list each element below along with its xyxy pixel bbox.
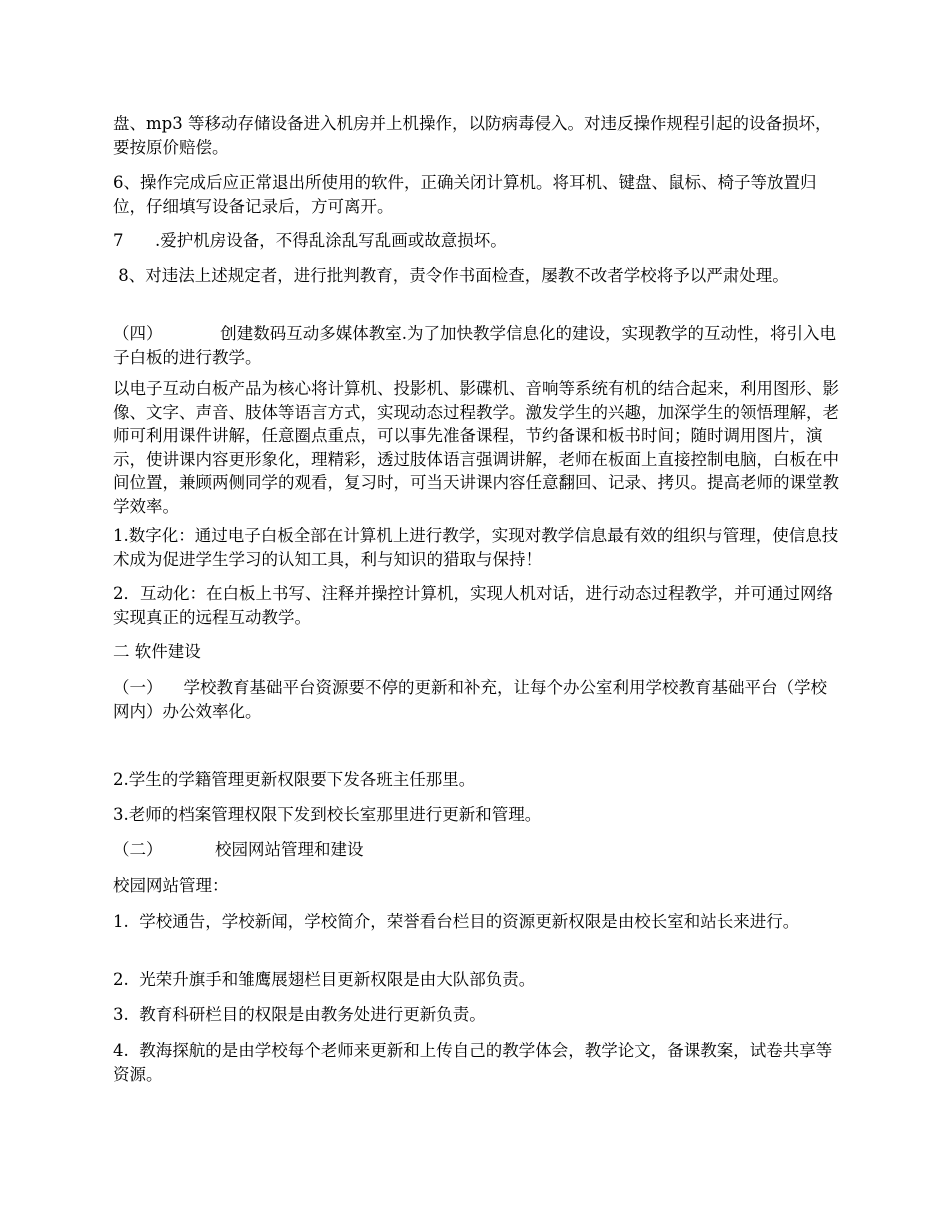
paragraph-section-2: （二） 校园网站管理和建设 bbox=[113, 840, 364, 859]
paragraph-student-records: 2.学生的学籍管理更新权限要下发各班主任那里。 bbox=[113, 770, 476, 789]
paragraph-item-6: 6、操作完成后应正常退出所使用的软件，正确关闭计算机。将耳机、键盘、鼠标、椅子等放置归位，仔细填写设备记录后，方可离开。 bbox=[113, 173, 817, 216]
paragraph-teacher-records: 3.老师的档案管理权限下发到校长室那里进行更新和管理。 bbox=[113, 805, 542, 824]
paragraph-website-management: 校园网站管理： bbox=[113, 876, 229, 895]
paragraph-section-4: （四） 创建数码互动多媒体教室.为了加快教学信息化的建设，实现教学的互动性，将引入电子白板的进行教学。 bbox=[113, 324, 836, 367]
paragraph-interactivity: 2．互动化：在白板上书写、注释并操控计算机，实现人机对话，进行动态过程教学，并可通过网络实现真正的远程互动教学。 bbox=[113, 584, 833, 627]
paragraph-device-damage: 盘、mp3 等移动存储设备进入机房并上机操作，以防病毒侵入。对违反操作规程引起的设备损坏，要按原价赔偿。 bbox=[113, 114, 832, 157]
paragraph-whiteboard-intro: 以电子互动白板产品为核心将计算机、投影机、影碟机、音响等系统有机的结合起来，利用图形、影像、文字、声音、肢体等语言方式，实现动态过程教学。激发学生的兴趣，加深学生的领悟理解，老师可利用课件讲解，任意圈点重点，可以事先准备课程，节约备课和板书时间；随时调用图片，演示，使讲课内容更形象化，理精彩，透过肢体语言强调讲解，老师在板面上直接控制电脑，白板在中间位置，兼顾两侧同学的观看，复习时，可当天讲课内容任意翻回、记录、拷贝。提高老师的课堂教学效率。 bbox=[113, 379, 839, 516]
paragraph-item-8: 8、对违法上述规定者，进行批判教育，责令作书面检查，屡教不改者学校将予以严肃处理。 bbox=[113, 266, 789, 285]
paragraph-section-1: （一） 学校教育基础平台资源要不停的更新和补充，让每个办公室利用学校教育基础平台（学校网内）办公效率化。 bbox=[113, 678, 827, 721]
paragraph-item-7: 7 .爱护机房设备，不得乱涂乱写乱画或故意损坏。 bbox=[113, 231, 507, 250]
paragraph-website-item-3: 3. 教育科研栏目的权限是由教务处进行更新负责。 bbox=[113, 1005, 486, 1024]
paragraph-digitization: 1.数字化：通过电子白板全部在计算机上进行教学，实现对教学信息最有效的组织与管理，使信息技术成为促进学生学习的认知工具，利与知识的猎取与保持！ bbox=[113, 526, 839, 569]
paragraph-website-item-4: 4. 教海探航的是由学校每个老师来更新和上传自己的教学体会，教学论文，备课教案，试卷共享等资源。 bbox=[113, 1041, 833, 1084]
heading-software-construction: 二 软件建设 bbox=[113, 642, 201, 661]
paragraph-website-item-2: 2. 光荣升旗手和雏鹰展翅栏目更新权限是由大队部负责。 bbox=[113, 970, 536, 989]
paragraph-website-item-1: 1. 学校通告，学校新闻，学校简介，荣誉看台栏目的资源更新权限是由校长室和站长来进行。 bbox=[113, 912, 800, 931]
